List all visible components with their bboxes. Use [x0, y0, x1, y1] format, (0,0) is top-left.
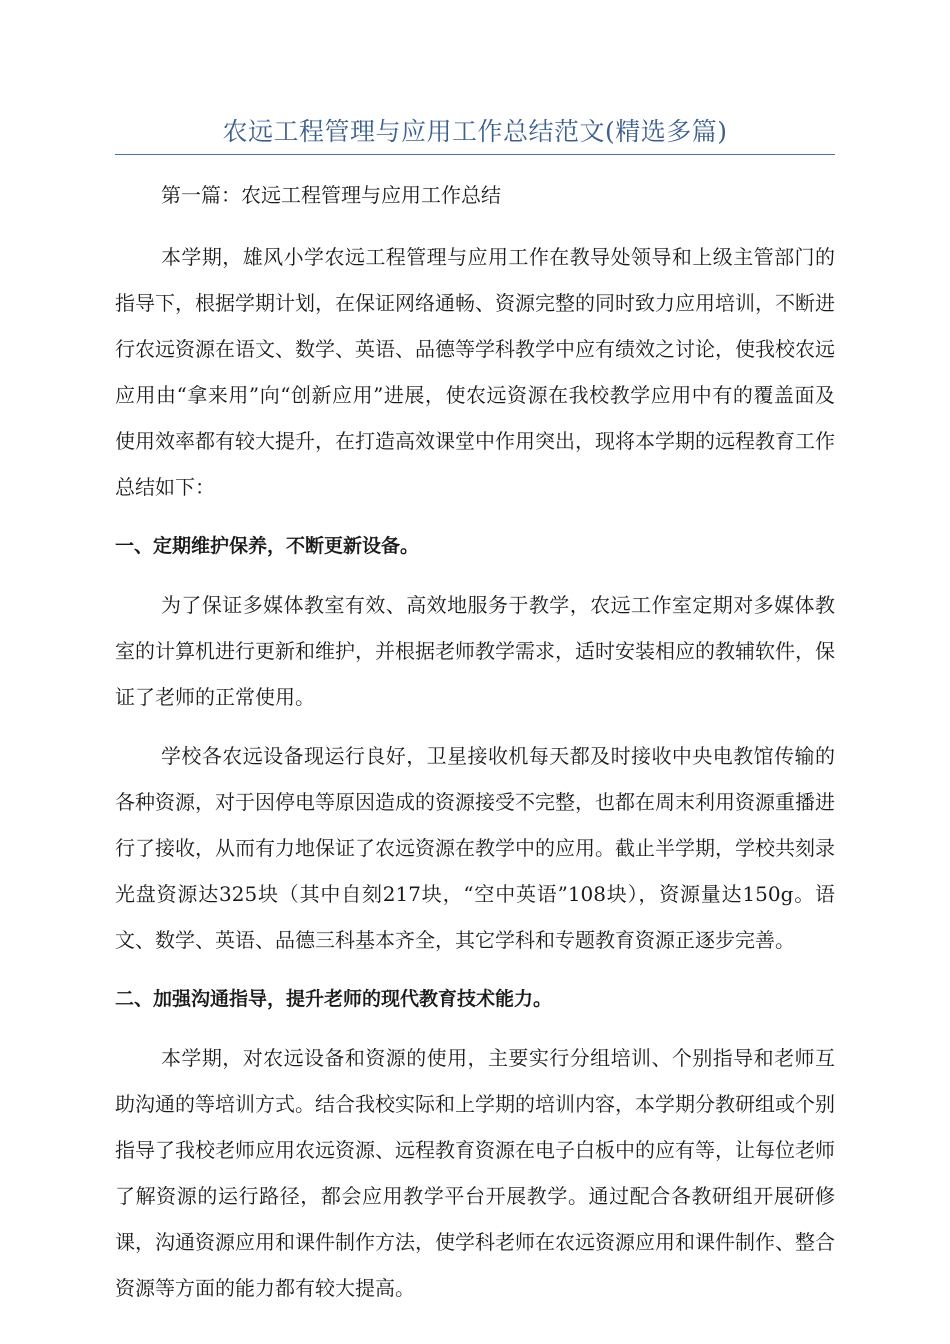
section2-paragraph-1: 本学期，对农远设备和资源的使用，主要实行分组培训、个别指导和老师互助沟通的等培训方式。结合我校实际和上学期的培训内容，本学期分教研组或个别指导了我校老师应用农远资源、远程教育资源在电子白板中的应有等，让每位老师了解资源的运行路径，都会应用教学平台开展教学。通过配合各教研组开展研修课，沟通资源应用和课件制作方法，使学科老师在农远资源应用和课件制作、整合资源等方面的能力都有较大提高。: [115, 1046, 835, 1300]
title-underline: [115, 154, 835, 155]
article-subtitle: 第一篇：农远工程管理与应用工作总结: [161, 183, 501, 207]
document-body: [115, 172, 835, 1324]
section1-paragraph-2: 学校各农远设备现运行良好，卫星接收机每天都及时接收中央电教馆传输的各种资源，对于因停电等原因造成的资源接受不完整，也都在周末利用资源重播进行了接收，从而有力地保证了农远资源在教学中的应用。截止半学期，学校共刻录光盘资源达325块（其中自刻217块，“空中英语”108块），资源量达150g。语文、数学、英语、品德三科基本齐全，其它学科和专题教育资源正逐步完善。: [115, 744, 835, 952]
section-heading-2: 二、加强沟通指导，提升老师的现代教育技术能力。: [115, 988, 553, 1010]
document-title: 农远工程管理与应用工作总结范文(精选多篇): [222, 117, 728, 146]
intro-paragraph: 本学期，雄风小学农远工程管理与应用工作在教导处领导和上级主管部门的指导下，根据学期计划，在保证网络通畅、资源完整的同时致力应用培训，不断进行农远资源在语文、数学、英语、品德等学科教学中应有绩效之讨论，使我校农远应用由“拿来用”向“创新应用”进展，使农远资源在我校教学应用中有的覆盖面及使用效率都有较大提升，在打造高效课堂中作用突出，现将本学期的远程教育工作总结如下：: [115, 245, 835, 499]
section1-paragraph-1: 为了保证多媒体教室有效、高效地服务于教学，农远工作室定期对多媒体教室的计算机进行更新和维护，并根据老师教学需求，适时安装相应的教辅软件，保证了老师的正常使用。: [115, 593, 835, 709]
section-heading-1: 一、定期维护保养，不断更新设备。: [115, 535, 420, 557]
